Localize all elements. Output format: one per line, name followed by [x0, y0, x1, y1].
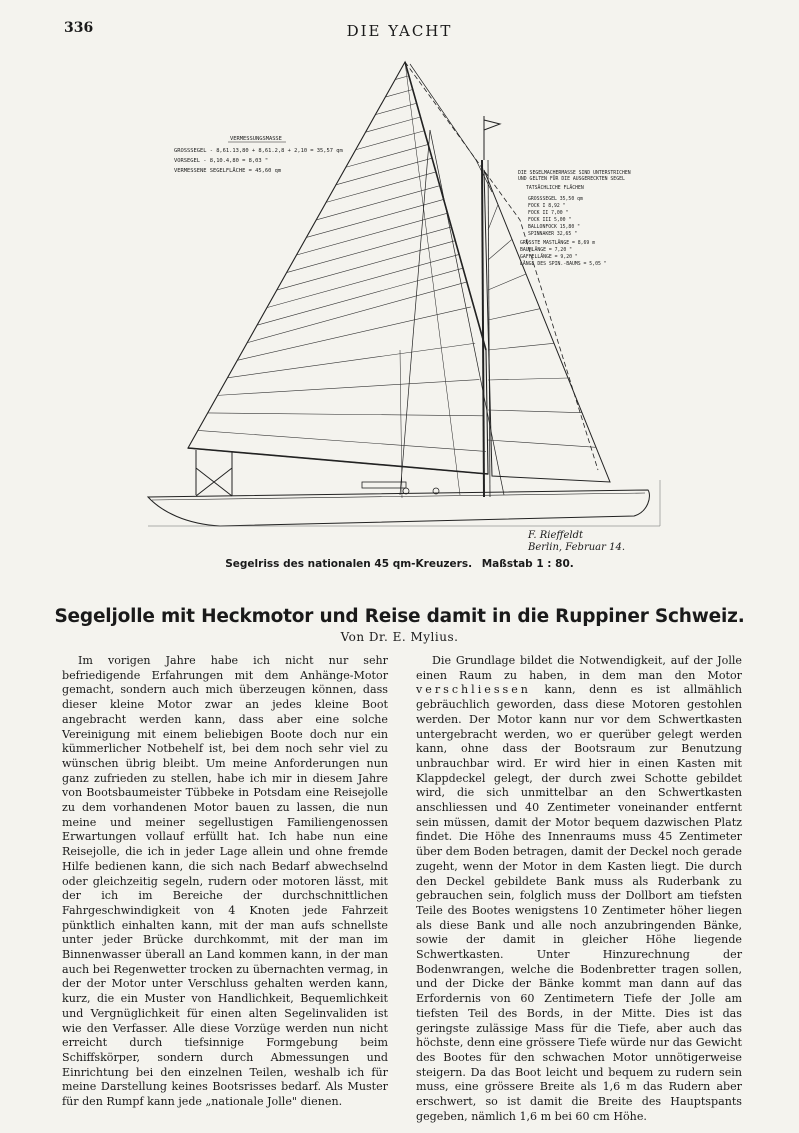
sail-seam	[218, 380, 480, 396]
sail-seam	[326, 172, 436, 202]
hull	[148, 490, 649, 526]
paragraph	[416, 654, 742, 1125]
sail-seam	[346, 144, 428, 167]
caption-scale: Maßstab 1 : 80.	[481, 558, 574, 570]
article-title: Segeljolle mit Heckmotor und Reise damit in die Ruppiner Schweiz.	[54, 606, 745, 627]
sail-seam	[287, 227, 452, 273]
sail-plan-figure	[100, 50, 700, 570]
signature-date: Berlin, Februar 14.	[528, 542, 625, 553]
right-table-dim: LÄNGE DES SPIN.-BAUMS = 5,05 "	[520, 262, 607, 267]
sail-seam	[257, 268, 463, 325]
sail-seam	[488, 410, 582, 413]
sail-seam	[237, 307, 471, 360]
right-table-row: GROSSSEGEL 35,50 qm	[528, 197, 583, 202]
right-table-title: DIE SEGELMACHERMASSE SIND UNTERSTRICHEN	[518, 171, 631, 176]
sail-seam	[267, 254, 459, 307]
sail-seam	[488, 309, 540, 320]
right-table-dim: GRÖSSTE MASTLÄNGE = 8,69 m	[520, 241, 596, 246]
sail-seam	[366, 117, 421, 132]
right-table-row: BALLONFOCK 15,80 "	[528, 225, 580, 230]
sail-seam	[375, 103, 416, 114]
figure-caption	[0, 558, 799, 570]
byline: Von Dr. E. Mylius.	[340, 630, 459, 644]
right-table-row: FOCK III 5,00 "	[528, 218, 572, 223]
right-table-dim: BAUMLÄNGE = 7,20 "	[520, 248, 572, 253]
sail-seam	[488, 343, 554, 350]
left-table-row: GROSSSEGEL - 8,61.13,80 + 8,61.2,8 + 2,10 = 35,57 qm	[174, 148, 343, 154]
left-table-title: VERMESSUNGSMASSE	[230, 136, 282, 142]
signature-name: F. Rieffeldt	[528, 530, 584, 541]
left-table-row: VERMESSENE SEGELFLÄCHE = 45,60 qm	[174, 168, 282, 174]
running-head: DIE YACHT	[346, 22, 453, 40]
sail-seam	[488, 274, 526, 290]
sail-seam	[336, 158, 432, 185]
sail-seam	[488, 205, 498, 230]
sail-seam	[488, 378, 568, 380]
spaced-emphasis: verschliessen	[416, 683, 531, 697]
caption-text: Segelriss des nationalen 45 qm-Kreuzers.	[225, 558, 473, 570]
text-run: Die Grundlage bildet die Notwendigkeit, auf der Jolle einen Raum zu haben, in dem man den Motor	[416, 654, 742, 682]
sail-seam	[488, 440, 596, 447]
right-table-title: UND GELTEN FÜR DIE AUSGERECKTEN SEGEL	[518, 177, 625, 182]
text-column-left	[62, 654, 388, 1110]
sail-seam	[488, 239, 512, 260]
text-column-right	[416, 654, 742, 1125]
right-table-subtitle: TATSÄCHLICHE FLÄCHEN	[526, 186, 584, 191]
right-table-row: FOCK I 8,92 "	[528, 204, 566, 209]
sail-seam	[227, 343, 475, 378]
mast	[482, 160, 484, 497]
mainsail	[188, 62, 488, 474]
foresail	[484, 170, 610, 482]
designer-signature	[528, 530, 625, 554]
right-table-row: SPINNAKER 32,65 "	[528, 232, 578, 237]
text-run: kann, denn es ist allmählich gebräuchlich geworden, dass diese Motoren gestohlen werden. Der Motor kann nur vor dem Schwertkasten untergebracht werden, wo er querüber gelegt werden kann, ohne dass der Bootsraum zur Benutzung unbrauchbar wird. Er wird hier in einen Kasten mit Klappdeckel gelegt, der durch zwei Schotte gebildet wird, die sich unmittelbar an den Schwertkasten anschliessen und 40 Zentimeter voneinander entfernt sein müssen, damit der Motor bequem dazwischen Platz findet. Die Höhe des Innenraums muss 45 Zentimeter über dem Boden betragen, damit der Deckel noch gerade zugeht, wenn der Motor in dem Kasten liegt. Die durch den Deckel gebildete Bank muss als Ruderbank zu gebrauchen sein, folglich muss der Dollbort am tiefsten Teile des Bootes wenigstens 10 Zentimeter höher liegen als diese Bank und alle noch anzubringenden Bänke, sowie der damit in gleicher Höhe liegende Schwertkasten. Unter Hinzurechnung der Bodenwrangen, welche die Bodenbretter tragen sollen, und der Dicke der Bänke kommt man dann auf das Erfordernis von 60 Zentimetern Tiefe der Jolle am tiefsten Teil des Bords, in der Mitte. Dies ist das geringste zulässige Mass für die Tiefe, aber auch das höchste, denn eine grössere Tiefe würde nur das Gewicht des Bootes für den schwachen Motor unnötigerweise steigern. Da das Boot leicht und bequem zu rudern sein muss, eine grössere Breite als 1,6 m das Rudern aber erschwert, so ist damit die Breite des Hauptspants gegeben, nämlich 1,6 m bei 60 cm Höhe.	[416, 683, 742, 1123]
left-table-row: VORSEGEL - 8,10.4,80 = 8,03 "	[174, 158, 269, 164]
sail-seam	[208, 413, 484, 416]
sail-seam	[198, 430, 486, 451]
page-number: 336	[64, 20, 94, 36]
sail-seam	[356, 131, 425, 150]
sail-plan-drawing	[100, 50, 700, 570]
sail-seam	[277, 241, 455, 290]
sail-seam	[247, 282, 467, 343]
right-table-row: FOCK II 7,00 "	[528, 211, 569, 216]
sail-seam	[316, 186, 440, 220]
right-table-dim: GAFFELLÄNGE = 9,20 "	[520, 255, 578, 260]
paragraph: Im vorigen Jahre habe ich nicht nur sehr befriedigende Erfahrungen mit dem Anhänge-Motor gemacht, sondern auch mich überzeugen können, dass dieser kleine Motor zwar an jedes kleine Boot angebracht werden kann, dass aber eine solche Vereinigung mit einem beliebigen Boote doch nur ein kümmerlicher Notbehelf ist, bei dem noch sehr viel zu wünschen übrig bleibt. Um meine Anforderungen nun ganz zufrieden zu stellen, habe ich mir in diesem Jahre von Bootsbaumeister Tübbeke in Potsdam eine Reisejolle zu dem vorhandenen Motor bauen zu lassen, die nun meine und meiner segellustigen Familiengenossen Erwartungen vollauf erfüllt hat. Ich habe nun eine Reisejolle, die ich in jeder Lage allein und ohne fremde Hilfe bedienen kann, die sich nach Bedarf abwechselnd oder gleichzeitig segeln, rudern oder motoren lässt, mit der ich im Bereiche der durchschnittlichen Fahrgeschwindigkeit von 4 Knoten jede Fahrzeit pünktlich einhalten kann, mit der man aufs schnellste unter jeder Brücke durchkommt, mit der man im Binnenwasser überall an Land kommen kann, in der man auch bei Regenwetter trocken zu übernachten vermag, in der der Motor unter Verschluss gehalten werden kann, kurz, die ein Muster von Handlichkeit, Bequemlichkeit und Vergnüglichkeit für einen alten Segelinvaliden ist wie den Verfasser. Alle diese Vorzüge werden nun nicht erreicht durch tiefsinnige Formgebung beim Schiffskörper, sondern durch Abmessungen und Einrichtung bei den einzelnen Teilen, weshalb ich für meine Darstellung keines Bootsrisses bedarf. Als Muster für den Rumpf kann jede „nationale Jolle" dienen.	[62, 654, 388, 1109]
